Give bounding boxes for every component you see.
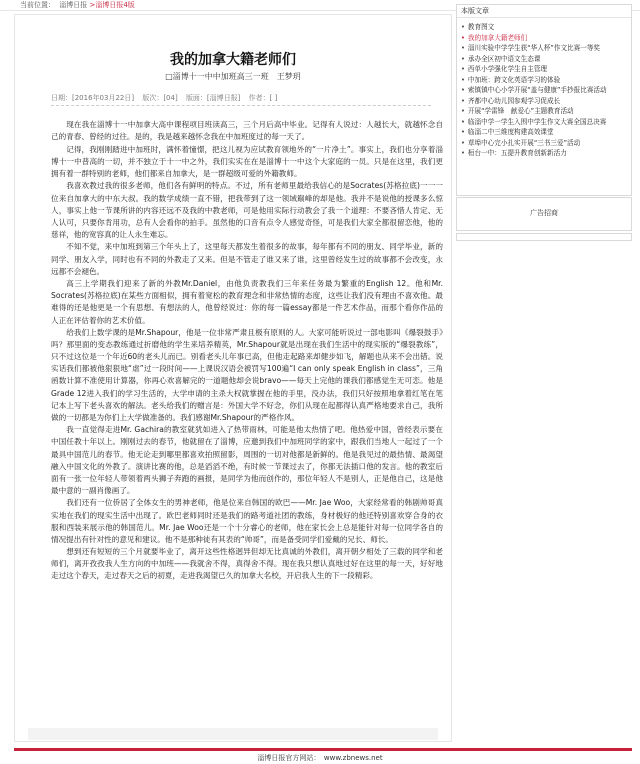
article-footer-stripe [28,728,438,740]
article-meta [51,93,451,103]
sidebar-article-link[interactable]: • 承办全区初中语文生态课 [461,54,627,65]
meta-writer: 作者：[ ] [248,94,278,102]
meta-date: 日期：[2016年03月22日] [51,94,135,102]
article-paragraph: 想到还有短短的三个月就要毕业了，离开这些性格迥异但却无比真诚的外教们，离开朝夕相处了三载的同学和老师们，离开孜孜我人生方向的中加班——我就舍不得，真得舍不得。现在我只想认真地过好在这里的每一天，好好地走过这个春天，走过春天之后的初夏，走进我渴望已久的加拿大名校，开启我人生的下一段精彩。 [51,547,443,581]
footer-accent-bar [14,748,632,751]
article-body [51,119,443,583]
meta-section: 版面：[淄博日报] [185,94,241,102]
sidebar-article-link[interactable]: • 索镇镇中心小学开展“盖与健康”手抄报比赛活动 [461,85,627,96]
ad-slot-secondary [456,233,632,241]
meta-edition: 版次：[04] [142,94,178,102]
ad-label: 广告招商 [530,209,558,217]
article-paragraph: 我们还有一位侨居了全体女生的男神老师，他是位来自韩国的欧巴——Mr. Jae Woo，大家经常看的韩剧帅哥真实地在我们的现实生活中出现了。欧巴老师同时还是我们的路考道社团的教练，身材极好的他还特别喜欢穿合身的衣服和西装来展示他的韩国范儿。Mr. Jae Woo还是一个十分睿心的老师，他在家长会上总是能针对每一位同学各自的情况提出有针对性的意见和建议。他不是那种徒有其表的“帅哥”，而是备受同学们爱戴的兄长、师长。 [51,498,443,544]
article-author: □淄博十一中中加班高三一班 王梦玥 [165,72,301,81]
sidebar-article-link[interactable]: • 西单小学强化学生自主管理 [461,64,627,75]
sidebar-article-link[interactable]: • 淄川实验中学学生获“华人杯”作文比赛一等奖 [461,43,627,54]
sidebar-article-link[interactable]: • 桓台一中：五提升教育创新新活力 [461,148,627,159]
sidebar-articles-box [456,4,632,196]
breadcrumb-label: 当前位置： [20,1,55,9]
sidebar-article-link[interactable]: • 草埠中心完小扎实开展“三书三爱”活动 [461,138,627,149]
sidebar-article-link[interactable]: • 教育图文 [461,22,627,33]
sidebar-article-link[interactable]: • 临淄中学一学生入围中学生作文大赛全国总决赛 [461,117,627,128]
meta-divider [51,105,431,106]
breadcrumb-current[interactable]: >淄博日报4版 [89,1,135,9]
article-paragraph: 我喜欢教过我的很多老师，他们各有鲜明的特点。不过，所有老师里最给我信心的是Socrates(苏格拉底)一一一位来自加拿大的中东大叔。我的数学成绩一直不错，把我带到了这一领域巅峰的却是他。我并不是说他的授课多么惊人，事实上他一节课所讲的内容还远不及我的中教老师，可是他用实际行动教会了我一个道理：不要吝惜人肯定、无人认可，只要你肯用功，总有人会看你的拍手。虽然他的口音有点令人感觉奇怪，可是我们大家全都很留恋他，他的慈祥，他的宽容真的让人永生难忘。 [51,181,443,239]
breadcrumb-link-newspaper[interactable]: 淄博日报 [59,1,88,9]
sidebar-article-link[interactable]: • 齐都中心幼儿园参观学习促成长 [461,96,627,107]
article-paragraph: 高三上学期我们迎来了新的外教Mr.Daniel，由他负责教我们三年来任务最为繁重的English 12。他和Mr. Socrates(苏格拉底)在某些方面相似，拥有着宽松的教育理念和非常热情的态度，这些让我们没有理由不喜欢他。最难得的还是他更是一个有思想、有想法的人，他曾经说过：你的每一篇essay都是一件艺术作品，而那个看你作品的人正在评估着你的艺术价值。 [51,279,443,325]
ad-slot[interactable] [456,197,632,231]
article-panel [14,14,452,742]
article-title: 我的加拿大籍老师们 [170,52,296,68]
sidebar-article-list [457,22,631,159]
article-paragraph: 记得，我刚刚踏进中加班时，满怀着憧憬，把这儿视为应试教育领地外的“一片净土”。事实上，我们也分享着淄博十一中普高的一切，并不独立于十一中之外，我们实实在在是淄博十一中这个大家庭的一员。只是在这里，我们更拥有着一群特别的老师，他们都来自加拿大，是一群超级可爱的外籍教师。 [51,144,443,178]
footer-site-url[interactable]: 淄博日报官方网站： www.zbnews.net [257,754,383,762]
article-paragraph: 给我们上数学课的是Mr.Shapour，他是一位非常严肃且极有原则的人。大家可能听说过一部电影叫《爆裂鼓手》吗？那里面的变态教练通过折磨他的学生来培养精英，Mr.Shapour就是出现在我们生活中的现实版的“爆裂教练”，只不过这位是一个年近60的老头儿而已。别看老头儿年事已高，但他走起路来却健步如飞，解题也从来不会出错。说实话我们都被他狠狠地“虐”过一段时间——上课说汉语会被罚写100遍“I can only speak English in class”，三角函数计算不准使用计算器，你再心欢喜解完的一道题他却会说bravo——每天上完他的课我们都感觉生无可恋。他是Grade 12进入我们的学习生活的，大学申请的主杀大权就掌握在他的手里，没办法，我们只好按照地拿着红笔在笔记本上写下老头喜欢的解法。老头给我们的赠言是：外国大学不好念，你们从现在起都得认真严格地要求自己，我所做的一切都是为你们上大学做准备的。我们感谢Mr.Shapour的严格作风。 [51,328,443,422]
sidebar-title: 本版文章 [457,5,631,18]
article-paragraph: 现在我在淄博十一中加拿大高中课程项目班读高三，三个月后高中毕业。记得有人说过：人越长大，就越怀念自己的青春、曾经的过往。是的，我是越来越怀念我在中加班度过的每一天了。 [51,120,443,142]
sidebar-article-link[interactable]: • 中加班：跨文化英语学习的体验 [461,75,627,86]
article-paragraph: 不知不觉，来中加班到第三个年头上了，这里每天都发生着很多的故事，每年都有不同的朋友、同学毕业，新的同学、朋友入学，同时也有不同的外教走了又来。但是不管走了谁又来了谁，这里曾经发生过的故事都不会改变，永远都不会褪色。 [51,242,443,276]
article-paragraph: 我一直觉得走进Mr. Gachira的教室就犹如进入了热带雨林，可能是他太热情了吧。他热爱中国，曾经表示要在中国任教十年以上。刚刚过去的春节，他就留在了淄博，应邀到我们中加班同学的家中，跟我们当地人一起过了一个最具中国范儿的春节。他无论走到哪里都喜欢拍照留影，周围的一切对他都是新鲜的。他是我见过的最热情、最渴望融入中国文化的外教了。演讲比赛的他，总是滔滔不绝，有时候一节课过去了，你都无法插口他的发言。他的教室后面有一张一位年轻人带领着两头狮子奔跑的画报，是同学为他而创作的，那位年轻人不是别人，正是他自己，这是他最中意的一副肖像画了。 [51,425,443,495]
sidebar-article-link[interactable]: • 临淄二中三维度构建高效课堂 [461,127,627,138]
breadcrumb [20,0,137,10]
sidebar [456,4,632,241]
sidebar-article-link-current[interactable]: • 我的加拿大籍老师们 [461,33,627,44]
sidebar-article-link[interactable]: • 开展“学雷锋 献爱心”主题教育活动 [461,106,627,117]
